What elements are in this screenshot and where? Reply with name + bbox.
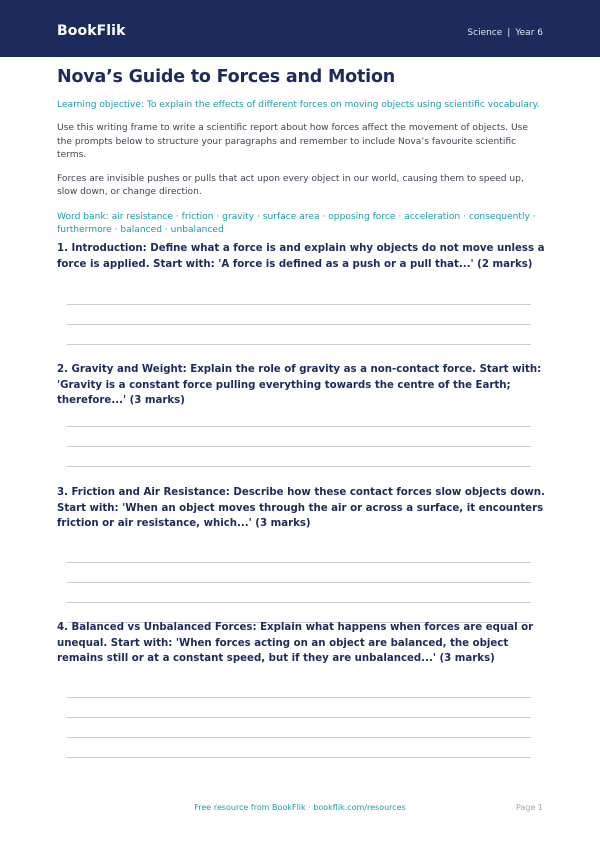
page-header (0, 0, 600, 57)
answer-line[interactable] (67, 737, 531, 738)
answer-line[interactable] (67, 717, 531, 718)
answer-line[interactable] (67, 324, 531, 325)
brand-logo: BookFlik (57, 23, 126, 39)
answer-line[interactable] (67, 697, 531, 698)
document-intro (57, 66, 543, 238)
answer-line[interactable] (67, 582, 531, 583)
footer-resource-link[interactable]: Free resource from BookFlik · bookflik.com/resources (194, 803, 406, 812)
answer-line[interactable] (67, 466, 531, 467)
answer-line[interactable] (67, 757, 531, 758)
answer-line[interactable] (67, 426, 531, 427)
answer-line[interactable] (67, 602, 531, 603)
intro-paragraph-2: Forces are invisible pushes or pulls that act upon every object in our world, causing them to speed up, slow down, or change direction. (57, 173, 524, 198)
question-1: 1. Introduction: Define what a force is and explain why objects do not move unless a force is applied. Start with: 'A force is defined as a push or a pull that...' (2 marks) (57, 243, 545, 270)
page-number: Page 1 (516, 803, 543, 812)
page-title: Nova’s Guide to Forces and Motion (57, 67, 396, 87)
year-label: Year 6 (515, 28, 543, 38)
word-bank: Word bank: air resistance · friction · gravity · surface area · opposing force · acceleration · consequently · furthermore · balanced · unbalanced (57, 211, 536, 236)
answer-line[interactable] (67, 304, 531, 305)
subject-label: Science (467, 28, 503, 38)
intro-paragraph-1: Use this writing frame to write a scientific report about how forces affect the movement of objects. Use the prompts below to structure your paragraphs and remember to include Nova’s favourite scientific terms. (57, 123, 528, 161)
answer-line[interactable] (67, 562, 531, 563)
header-separator: | (507, 28, 511, 38)
header-meta (467, 28, 543, 38)
answer-line[interactable] (67, 446, 531, 447)
learning-objective: Learning objective: To explain the effects of different forces on moving objects using scientific vocabulary. (57, 100, 540, 110)
question-2: 2. Gravity and Weight: Explain the role of gravity as a non-contact force. Start with: 'Gravity is a constant force pulling everything towards the centre of the Earth; therefore...' (3 marks) (57, 364, 542, 406)
answer-line[interactable] (67, 344, 531, 345)
question-4: 4. Balanced vs Unbalanced Forces: Explain what happens when forces are equal or unequal. Start with: 'When forces acting on an object are balanced, the object remains still or at a constant speed, but if they are unbalanced...' (3 marks) (57, 622, 534, 664)
question-3: 3. Friction and Air Resistance: Describe how these contact forces slow objects down. Start with: 'When an object moves through the air or across a surface, it encounters friction or air resistance, which...' (3 marks) (57, 487, 545, 529)
